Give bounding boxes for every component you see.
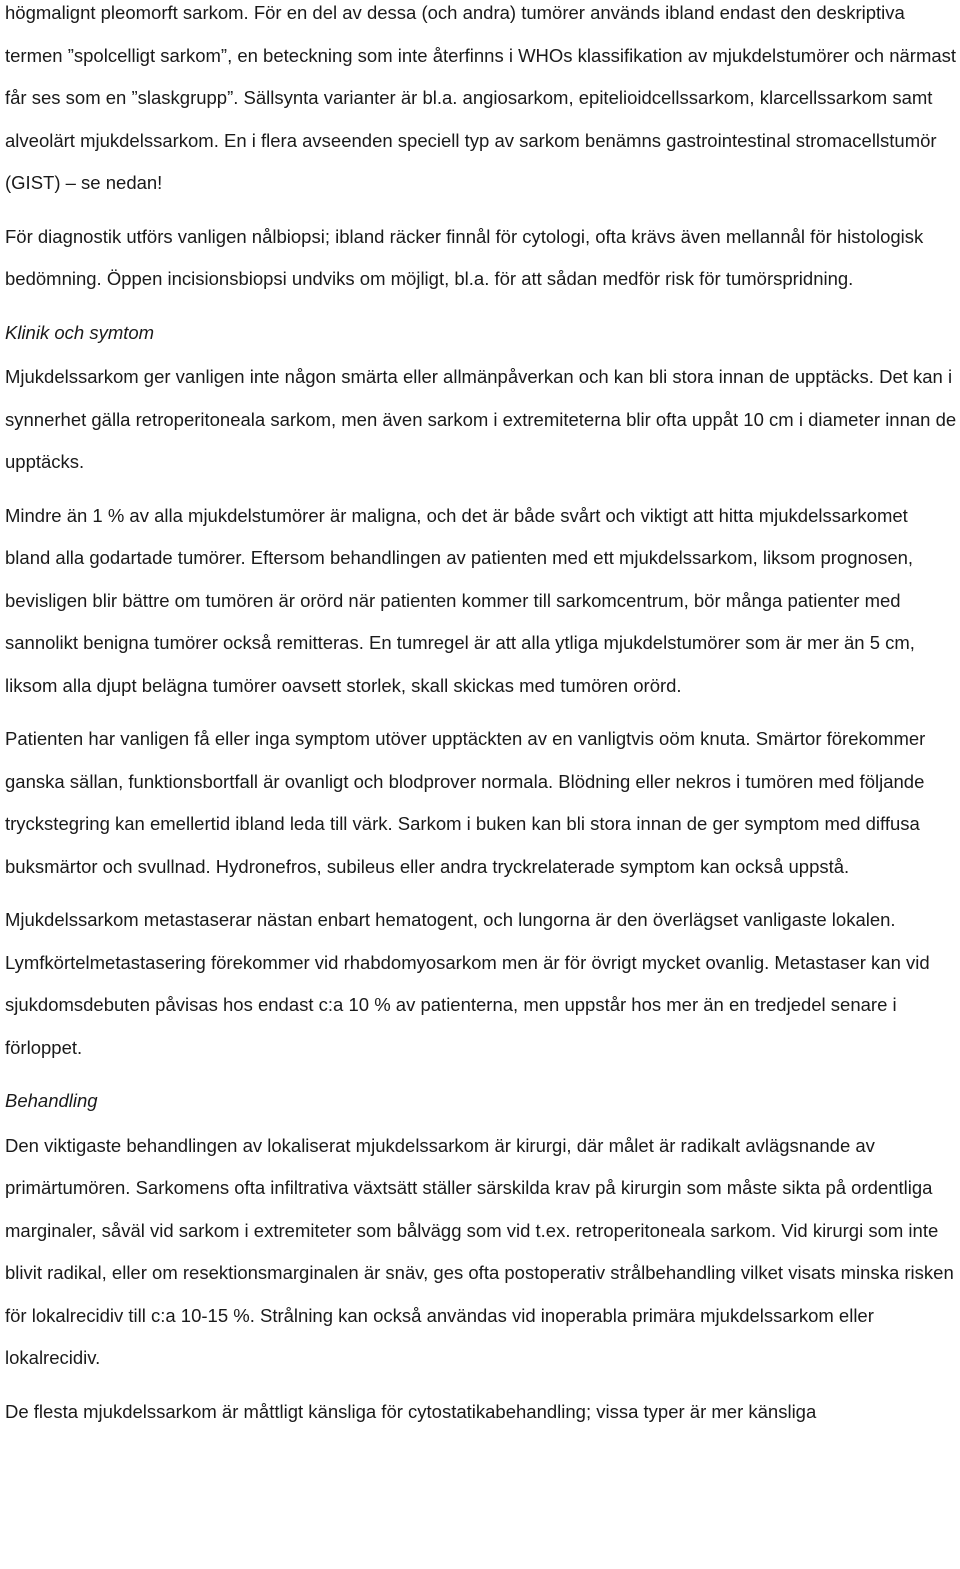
heading-clinic-symptoms: Klinik och symtom (5, 321, 155, 343)
paragraph-chemotherapy: De flesta mjukdelssarkom är måttligt känsliga för cytostatikabehandling; vissa typer är mer känsliga (5, 1400, 817, 1422)
paragraph-metastasis: Mjukdelssarkom metastaserar nästan enbart hematogent, och lungorna är den överlägset vanligaste lokalen. Lymfkörtelmetastasering förekommer vid rhabdomyosarkom men är för övrigt mycket ovanlig. Metastaser kan vid sjukdomsdebuten påvisas hos endast c:a 10 % av patienterna, men uppstår hos mer än en tredjedel senare i förloppet. (5, 909, 930, 1058)
paragraph-surgery: Den viktigaste behandlingen av lokaliserat mjukdelssarkom är kirurgi, där målet är radikalt avlägsnande av primärtumören. Sarkomens ofta infiltrativa växtsätt ställer särskilda krav på kirurgin som måste sikta på ordentliga marginaler, såväl vid sarkom i extremiteter som bålvägg som vid t.ex. retroperitoneala sarkom. Vid kirurgi som inte blivit radikal, eller om resektionsmarginalen är snäv, ges ofta postoperativ strålbehandling vilket visats minska risken för lokalrecidiv till c:a 10-15 %. Strålning kan också användas vid inoperabla primära mjukdelssarkom eller lokalrecidiv. (5, 1134, 954, 1368)
paragraph-sarcoma-types: högmalignt pleomorft sarkom. För en del av dessa (och andra) tumörer används ibland endast den deskriptiva termen ”spolcelligt sarkom”, en beteckning som inte återfinns i WHOs klassifikation av mjukdelstumörer och närmast får ses som en ”slaskgrupp”. Sällsynta varianter är bl.a. angiosarkom, epitelioidcellssarkom, klarcellssarkom samt alveolärt mjukdelssarkom. En i flera avseenden speciell typ av sarkom benämns gastrointestinal stromacellstumör (GIST) – se nedan! (5, 2, 957, 193)
paragraph-symptoms: Patienten har vanligen få eller inga symptom utöver upptäckten av en vanligtvis oöm knuta. Smärtor förekommer ganska sällan, funktionsbortfall är ovanligt och blodprover normala. Blödning eller nekros i tumören med följande tryckstegring kan emellertid ibland leda till värk. Sarkom i buken kan bli stora innan de ger symptom med diffusa buksmärtor och svullnad. Hydronefros, subileus eller andra tryckrelaterade symptom kan också uppstå. (5, 728, 926, 877)
heading-treatment: Behandling (5, 1090, 98, 1111)
document-page (5, 0, 957, 1444)
paragraph-referral: Mindre än 1 % av alla mjukdelstumörer är maligna, och det är både svårt och viktigt att hitta mjukdelssarkomet bland alla godartade tumörer. Eftersom behandlingen av patienten med ett mjukdelssarkom, liksom prognosen, bevisligen blir bättre om tumören är orörd när patienten kommer till sarkomcentrum, bör många patienter med sannolikt benigna tumörer också remitteras. En tumregel är att alla ytliga mjukdelstumörer som är mer än 5 cm, liksom alla djupt belägna tumörer oavsett storlek, skall skickas med tumören orörd. (5, 504, 915, 696)
paragraph-diagnostics: För diagnostik utförs vanligen nålbiopsi; ibland räcker finnål för cytologi, ofta krävs även mellannål för histologisk bedömning. Öppen incisionsbiopsi undviks om möjligt, bl.a. för att sådan medför risk för tumörspridning. (5, 225, 924, 289)
paragraph-presentation: Mjukdelssarkom ger vanligen inte någon smärta eller allmänpåverkan och kan bli stora innan de upptäcks. Det kan i synnerhet gälla retroperitoneala sarkom, men även sarkom i extremiteterna blir ofta uppåt 10 cm i diameter innan de upptäcks. (5, 366, 957, 472)
